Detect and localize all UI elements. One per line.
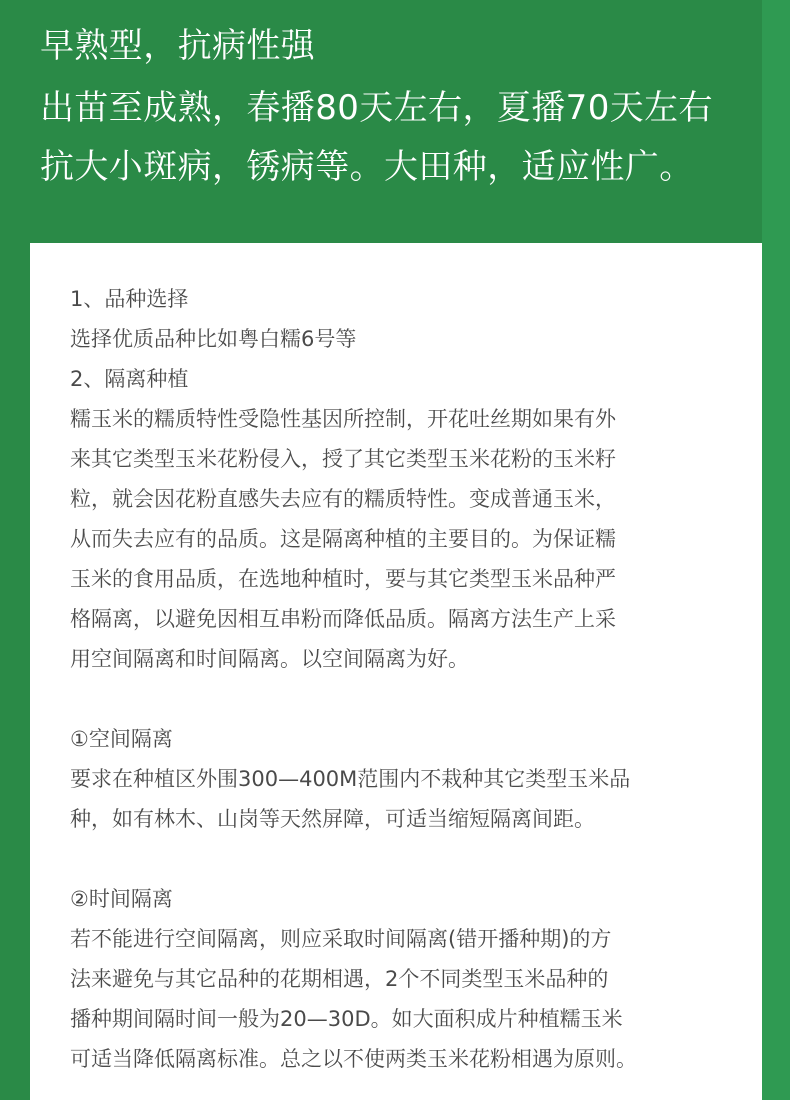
content-card <box>30 243 762 1100</box>
section-2-line: 用空间隔离和时间隔离。以空间隔离为好。 <box>70 647 469 671</box>
section-2-line: 玉米的食用品质，在选地种植时，要与其它类型玉米品种严 <box>70 567 616 591</box>
space-isolation-title: ①空间隔离 <box>70 727 173 751</box>
time-isolation-title: ②时间隔离 <box>70 887 173 911</box>
header-banner <box>0 0 790 243</box>
header-line-1: 早熟型，抗病性强 <box>40 26 316 66</box>
section-1-title: 1、品种选择 <box>70 287 189 311</box>
section-1-text: 选择优质品种比如粤白糯6号等 <box>70 327 357 351</box>
section-2-title: 2、隔离种植 <box>70 367 189 391</box>
spacer <box>70 679 750 719</box>
section-2-line: 格隔离，以避免因相互串粉而降低品质。隔离方法生产上采 <box>70 607 616 631</box>
header-line-3: 抗大小斑病，锈病等。大田种，适应性广。 <box>40 147 694 187</box>
time-isolation-line: 法来避免与其它品种的花期相遇，2个不同类型玉米品种的 <box>70 967 609 991</box>
spacer <box>70 839 750 879</box>
right-accent-strip <box>762 0 790 1100</box>
section-2-line: 从而失去应有的品质。这是隔离种植的主要目的。为保证糯 <box>70 527 616 551</box>
section-2-line: 来其它类型玉米花粉侵入，授了其它类型玉米花粉的玉米籽 <box>70 447 616 471</box>
time-isolation-line: 可适当降低隔离标准。总之以不使两类玉米花粉相遇为原则。 <box>70 1047 637 1071</box>
space-isolation-line: 种，如有林木、山岗等天然屏障，可适当缩短隔离间距。 <box>70 807 595 831</box>
time-isolation-line: 播种期间隔时间一般为20—30D。如大面积成片种植糯玉米 <box>70 1007 623 1031</box>
section-2-line: 粒，就会因花粉直感失去应有的糯质特性。变成普通玉米， <box>70 487 616 511</box>
content-body <box>70 279 750 1079</box>
space-isolation-line: 要求在种植区外围300—400M范围内不栽种其它类型玉米品 <box>70 767 631 791</box>
time-isolation-line: 若不能进行空间隔离，则应采取时间隔离(错开播种期)的方 <box>70 927 612 951</box>
header-line-2: 出苗至成熟，春播80天左右，夏播70天左右 <box>40 88 713 128</box>
section-2-line: 糯玉米的糯质特性受隐性基因所控制，开花吐丝期如果有外 <box>70 407 616 431</box>
